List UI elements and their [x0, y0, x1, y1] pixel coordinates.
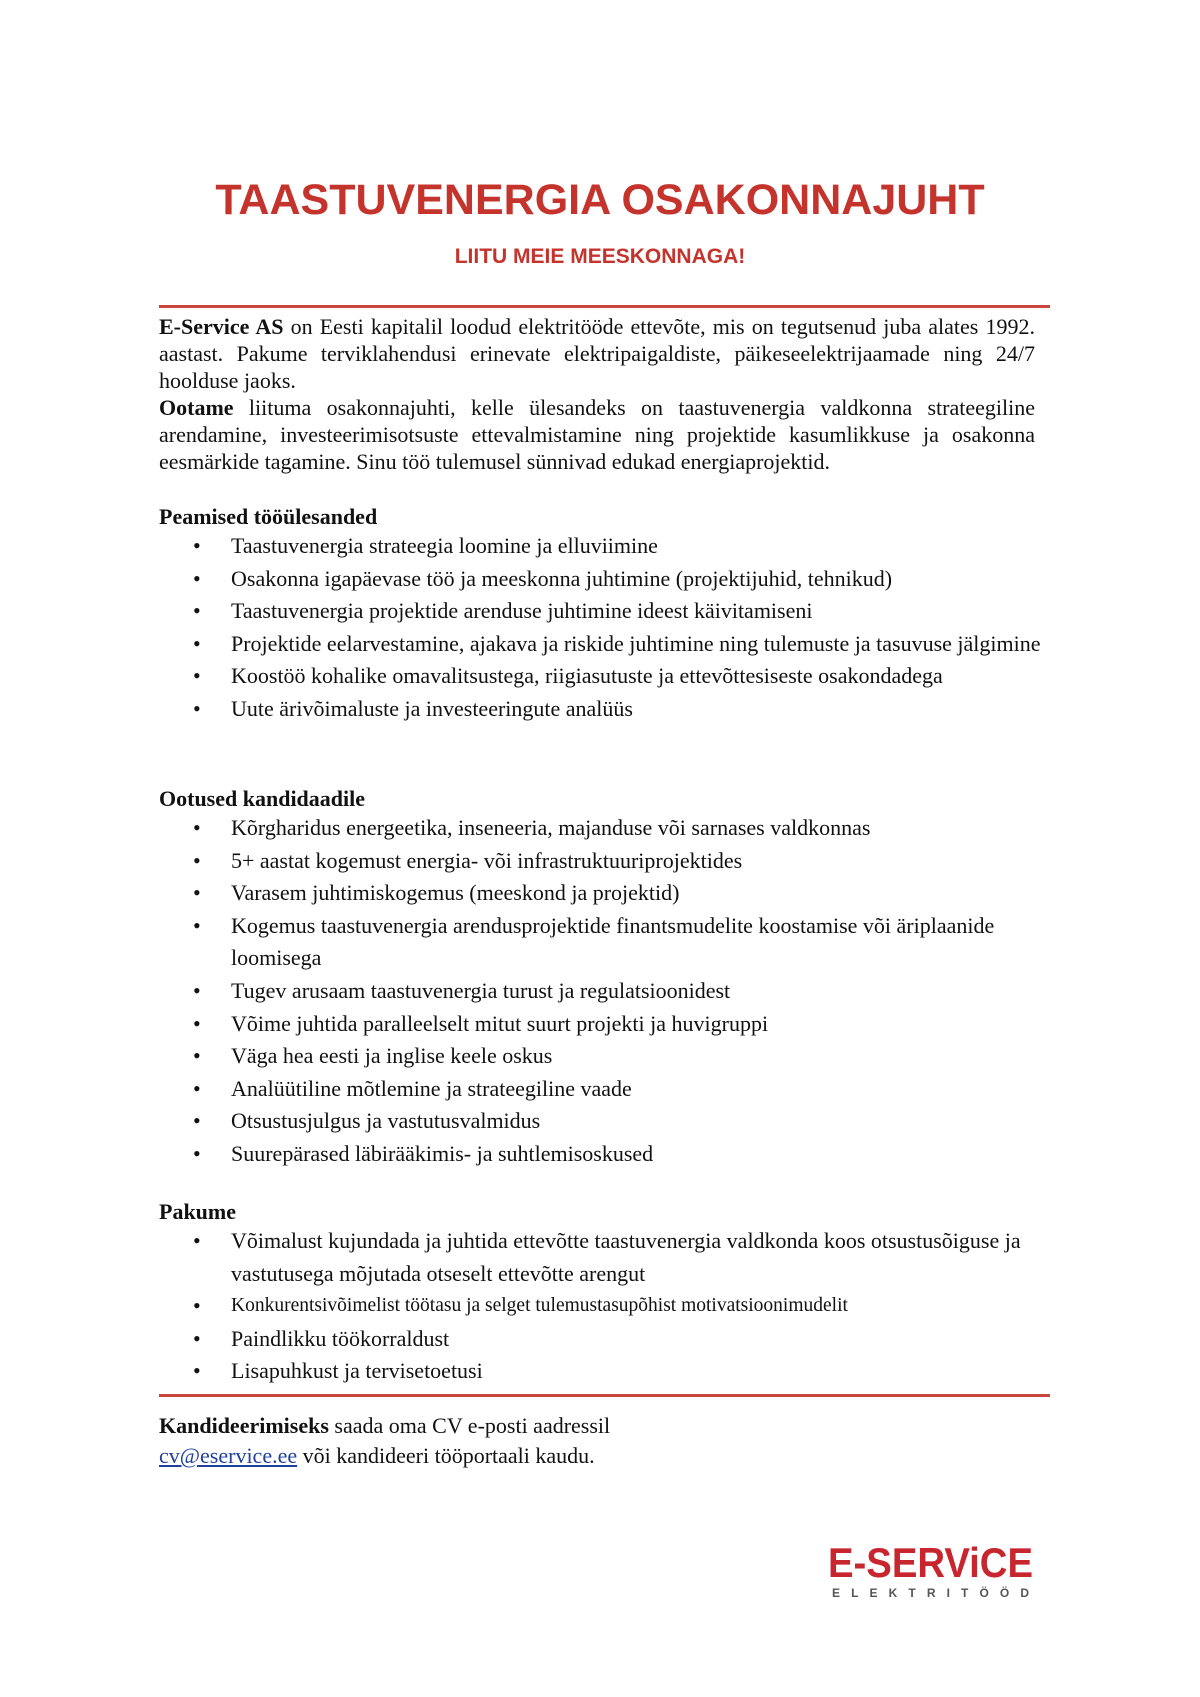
list-item: • 5+ aastat kogemust energia- või infrastruktuuriprojektides	[231, 845, 1050, 878]
requirements-list	[159, 812, 1050, 1171]
list-item: • Koostöö kohalike omavalitsustega, riigiasutuste ja ettevõttesiseste osakondadega	[231, 660, 1050, 693]
list-item: • Kogemus taastuvenergia arendusprojektide finantsmudelite koostamise või äriplaanide loomisega	[231, 910, 1050, 975]
contact-line-1	[159, 1411, 1050, 1441]
role-lead: Ootame	[159, 395, 234, 420]
intro-text	[159, 313, 1035, 475]
logo-tagline: ELEKTRITÖÖD	[832, 1586, 1029, 1600]
role-paragraph	[159, 394, 1035, 475]
list-item: • Lisapuhkust ja tervisetoetusi	[231, 1355, 1050, 1388]
list-item: • Analüütiline mõtlemine ja strateegiline vaade	[231, 1073, 1050, 1106]
list-item: • Kõrgharidus energeetika, inseneeria, majanduse või sarnases valdkonnas	[231, 812, 1050, 845]
list-item: • Otsustusjulgus ja vastutusvalmidus	[231, 1105, 1050, 1138]
company-name: E-Service AS	[159, 314, 284, 339]
list-item: • Uute ärivõimaluste ja investeeringute analüüs	[231, 693, 1050, 726]
tasks-heading: Peamised tööülesanded	[159, 504, 378, 529]
list-item: • Võimalust kujundada ja juhtida ettevõtte taastuvenergia valdkonda koos otsustusõiguse ja vastutusega mõjutada otseselt ettevõtte arengut	[231, 1225, 1050, 1290]
list-item: • Väga hea eesti ja inglise keele oskus	[231, 1040, 1050, 1073]
contact-block	[159, 1411, 1050, 1471]
email-link[interactable]: cv@eservice.ee	[159, 1443, 298, 1468]
bottom-divider	[159, 1394, 1050, 1397]
requirements-heading: Ootused kandidaadile	[159, 786, 366, 811]
tasks-section	[159, 504, 1050, 726]
requirements-section	[159, 786, 1050, 1171]
role-description: liituma osakonnajuhti, kelle ülesandeks on taastuvenergia valdkonna strateegiline arendamine, investeerimisotsuste ettevalmistamine ning projektide kasumlikkuse ja osakonna eesmärkide tagamine. Sinu töö tulemusel sünnivad edukad energiaprojektid.	[159, 395, 1035, 474]
list-item: • Tugev arusaam taastuvenergia turust ja regulatsioonidest	[231, 975, 1050, 1008]
tasks-list	[159, 530, 1050, 726]
list-item: • Varasem juhtimiskogemus (meeskond ja projektid)	[231, 877, 1050, 910]
offer-heading: Pakume	[159, 1199, 236, 1224]
list-item: • Projektide eelarvestamine, ajakava ja riskide juhtimine ning tulemuste ja tasuvuse jälgimine	[231, 628, 1050, 661]
offer-list	[159, 1225, 1050, 1388]
list-item: • Konkurentsivõimelist töötasu ja selget tulemustasupõhist motivatsioonimudelit	[231, 1290, 1050, 1323]
list-item: • Paindlikku töökorraldust	[231, 1323, 1050, 1356]
company-logo	[828, 1540, 1033, 1600]
company-description: on Eesti kapitalil loodud elektritööde ettevõte, mis on tegutsenud juba alates 1992. aastast. Pakume terviklahendusi erinevate elektripaigaldiste, päikeseelektrijaamade ning 24/7 hoolduse jaoks.	[159, 314, 1035, 393]
offer-section	[159, 1199, 1050, 1388]
list-item: • Taastuvenergia projektide arenduse juhtimine ideest käivitamiseni	[231, 595, 1050, 628]
page-subtitle: LIITU MEIE MEESKONNAGA!	[454, 245, 746, 268]
contact-line-2	[159, 1441, 1050, 1471]
contact-tail: või kandideeri tööportaali kaudu.	[302, 1443, 595, 1468]
company-paragraph	[159, 313, 1035, 394]
list-item: • Suurepärased läbirääkimis- ja suhtlemisoskused	[231, 1138, 1050, 1171]
logo-wordmark: E-SERViCE	[828, 1540, 1033, 1586]
list-item: • Taastuvenergia strateegia loomine ja elluviimine	[231, 530, 1050, 563]
page-title: TAASTUVENERGIA OSAKONNAJUHT	[215, 176, 985, 224]
list-item: • Võime juhtida paralleelselt mitut suurt projekti ja huvigruppi	[231, 1008, 1050, 1041]
contact-instruction: saada oma CV e-posti aadressil	[334, 1413, 611, 1438]
list-item: • Osakonna igapäevase töö ja meeskonna juhtimine (projektijuhid, tehnikud)	[231, 563, 1050, 596]
top-divider	[159, 305, 1050, 308]
contact-lead: Kandideerimiseks	[159, 1413, 329, 1438]
